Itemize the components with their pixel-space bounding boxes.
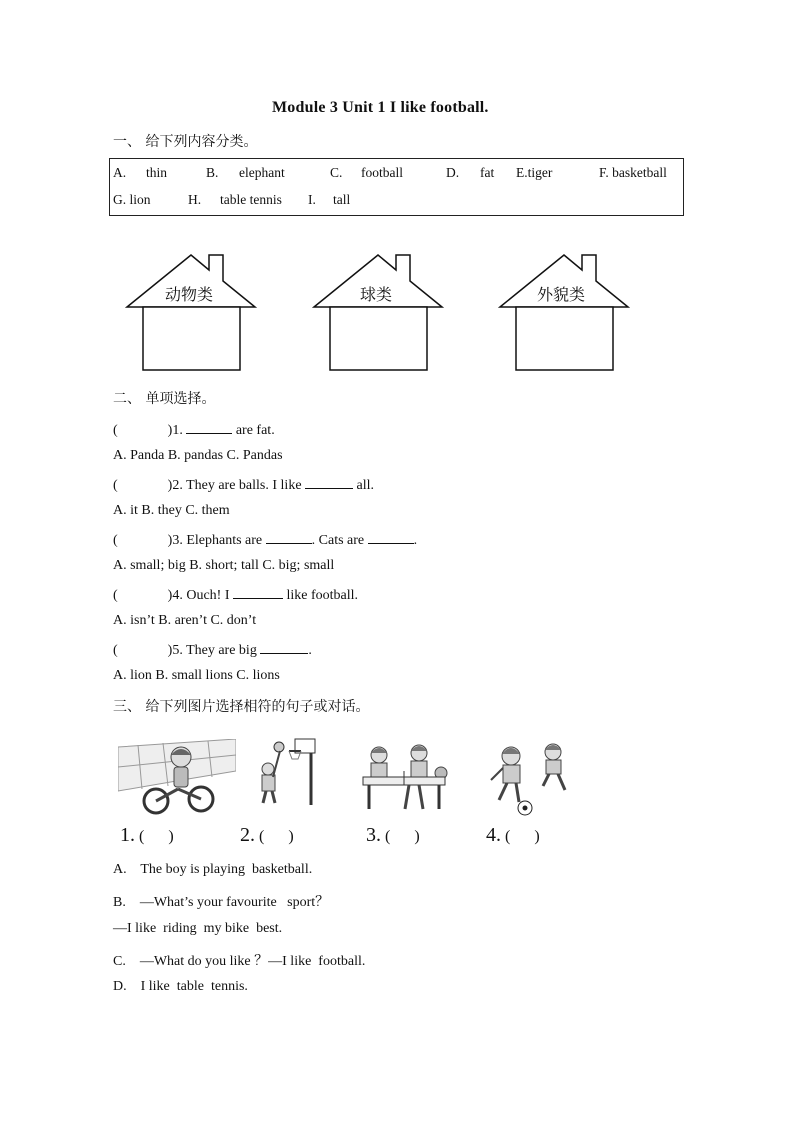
question-2-choices: A. it B. they C. them	[113, 503, 230, 518]
word-option: tall	[333, 192, 351, 207]
house-label-animals: 动物类	[165, 285, 214, 304]
sentence-option-a: A. The boy is playing basketball.	[113, 862, 313, 877]
picture-2-answer: 2. ( )	[240, 824, 294, 846]
kids-playing-table-tennis-illustration	[361, 743, 451, 811]
picture-3-answer: 3. ( )	[366, 824, 420, 846]
answer-blank[interactable]	[266, 531, 312, 544]
word-bank-box	[109, 158, 684, 216]
word-option: G. lion	[113, 192, 151, 207]
girl-playing-basketball-illustration	[253, 737, 323, 807]
question-3: ( )3. Elephants are . Cats are .	[113, 533, 418, 548]
answer-paren[interactable]: ( )	[505, 828, 540, 845]
house-appearance	[498, 252, 630, 372]
section-2-heading: 二、 单项选择。	[113, 391, 216, 407]
question-2: ( )2. They are balls. I like all.	[113, 478, 375, 493]
section-1-heading: 一、 给下列内容分类。	[113, 134, 258, 150]
word-option: D.	[446, 165, 460, 180]
sentence-option-c: C. —What do you like ？—I like football.	[113, 954, 366, 969]
question-1: ( )1. are fat.	[113, 423, 275, 438]
answer-blank[interactable]	[233, 586, 283, 599]
answer-paren[interactable]: ( )	[385, 828, 420, 845]
house-label-balls: 球类	[360, 285, 393, 304]
question-5: ( )5. They are big .	[113, 643, 312, 658]
house-balls	[312, 252, 444, 372]
answer-blank[interactable]	[186, 421, 232, 434]
word-option: I.	[308, 192, 316, 207]
answer-blank[interactable]	[305, 476, 353, 489]
answer-blank[interactable]	[260, 641, 308, 654]
word-option: A.	[113, 165, 127, 180]
word-option: B.	[206, 165, 219, 180]
word-option: E.tiger	[516, 165, 553, 180]
answer-paren[interactable]: ( )	[259, 828, 294, 845]
question-4-choices: A. isn’t B. aren’t C. don’t	[113, 613, 257, 628]
house-animals	[125, 252, 257, 372]
question-3-choices: A. small; big B. short; tall C. big; small	[113, 558, 335, 573]
word-option: F. basketball	[599, 165, 667, 180]
word-option: H.	[188, 192, 202, 207]
word-option: C.	[330, 165, 343, 180]
house-label-appearance: 外貌类	[537, 285, 586, 304]
sentence-option-b-reply: —I like riding my bike best.	[113, 921, 283, 936]
picture-1-answer: 1. ( )	[120, 824, 174, 846]
boys-playing-football-illustration	[483, 740, 578, 816]
word-option: football	[361, 165, 403, 180]
word-option: thin	[146, 165, 168, 180]
question-1-choices: A. Panda B. pandas C. Pandas	[113, 448, 283, 463]
page-title: Module 3 Unit 1 I like football.	[272, 99, 489, 116]
section-3-heading: 三、 给下列图片选择相符的句子或对话。	[113, 699, 370, 715]
answer-paren[interactable]: ( )	[139, 828, 174, 845]
word-option: fat	[480, 165, 495, 180]
question-5-choices: A. lion B. small lions C. lions	[113, 668, 280, 683]
word-option: elephant	[239, 165, 285, 180]
sentence-option-d: D. I like table tennis.	[113, 979, 248, 994]
picture-4-answer: 4. ( )	[486, 824, 540, 846]
word-option: table tennis	[220, 192, 282, 207]
question-4: ( )4. Ouch! I like football.	[113, 588, 359, 603]
sentence-option-b: B. —What’s your favourite sport？	[113, 895, 330, 910]
answer-blank[interactable]	[368, 531, 414, 544]
boy-riding-bike-illustration	[118, 739, 236, 815]
